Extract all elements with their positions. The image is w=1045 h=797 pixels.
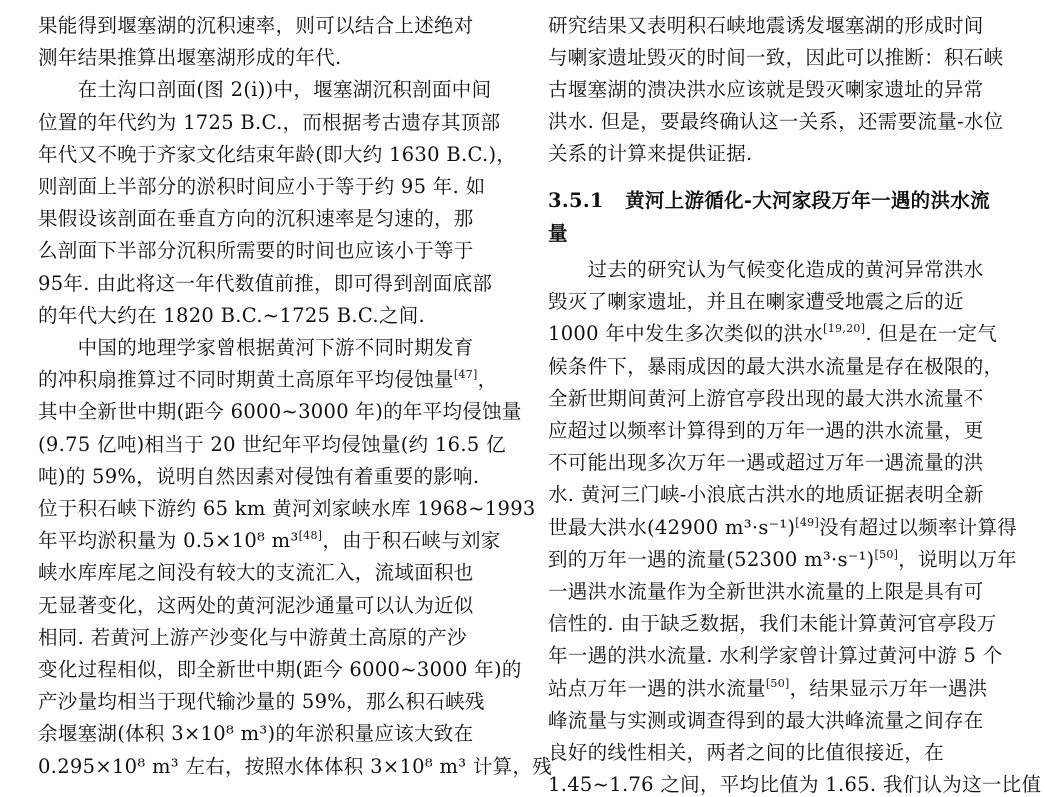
- paragraph-line: 其中全新世中期(距今 6000~3000 年)的年平均侵蚀量: [38, 400, 522, 424]
- paragraph-line: 水. 黄河三门峡-小浪底古洪水的地质证据表明全新: [548, 483, 984, 507]
- paragraph-line: 峰流量与实测或调查得到的最大洪峰流量之间存在: [548, 708, 984, 732]
- paragraph-line: 无显著变化，这两处的黄河泥沙通量可以认为近似: [38, 593, 474, 617]
- citation: [47]: [453, 368, 478, 382]
- paragraph-line: 古堰塞湖的溃决洪水应该就是毁灭喇家遗址的异常: [548, 78, 984, 101]
- paragraph-line: 关系的计算来提供证据.: [548, 142, 753, 165]
- paragraph-line: 的年代大约在 1820 B.C.~1725 B.C.之间.: [38, 303, 425, 327]
- paragraph-line: 洪水. 但是，要最终确认这一关系，还需要流量-水位: [548, 110, 1004, 133]
- paragraph-line: 95年. 由此将这一年代数值前推，即可得到剖面底部: [38, 271, 493, 295]
- paragraph-line: 年代又不晚于齐家文化结束年龄(即大约 1630 B.C.)，: [38, 142, 517, 166]
- paragraph-line: 吨)的 59%，说明自然因素对侵蚀有着重要的影响.: [38, 464, 480, 488]
- citation: [50]: [874, 547, 899, 561]
- section-heading: [548, 185, 990, 213]
- paragraph-line: 在土沟口剖面(图 2(i))中，堰塞湖沉积剖面中间: [38, 78, 492, 102]
- paragraph-line: 中国的地理学家曾根据黄河下游不同时期发育: [38, 336, 474, 359]
- paragraph-line: 么剖面下半部分沉积所需要的时间也应该小于等于: [38, 239, 474, 263]
- paragraph-line: 年一遇的洪水流量. 水利学家曾计算过黄河中游 5 个: [548, 644, 1003, 668]
- paragraph-line: 位于积石峡下游约 65 km 黄河刘家峡水库 1968~1993: [38, 497, 536, 520]
- paragraph-line: 余堰塞湖(体积 3×10⁸ m³)的年淤积量应该大致在: [38, 722, 474, 746]
- paragraph-line: 应超过以频率计算得到的万年一遇的洪水流量，更: [548, 419, 984, 442]
- paragraph-line: 相同. 若黄河上游产沙变化与中游黄土高原的产沙: [38, 625, 467, 649]
- paragraph-line: 信性的. 由于缺乏数据，我们未能计算黄河官亭段万: [548, 612, 997, 636]
- paragraph-line: 的冲积扇推算过不同时期黄土高原年平均侵蚀量[47]，: [38, 368, 498, 392]
- paragraph-line: 过去的研究认为气候变化造成的黄河异常洪水: [548, 258, 984, 281]
- paragraph-line: 1000 年中发生多次类似的洪水[19,20]. 但是在一定气: [548, 322, 998, 346]
- paragraph-line: 峡水库库尾之间没有较大的支流汇入，流域面积也: [38, 561, 474, 585]
- paragraph-line: 位置的年代约为 1725 B.C.，而根据考古遗存其顶部: [38, 110, 501, 134]
- paragraph-line: 与喇家遗址毁灭的时间一致，因此可以推断：积石峡: [548, 46, 1004, 69]
- paragraph-line: 1.45~1.76 之间，平均比值为 1.65. 我们认为这一比值: [548, 773, 1042, 797]
- paragraph-line: 候条件下，暴雨成因的最大洪水流量是存在极限的，: [548, 354, 1004, 378]
- paragraph-line: (9.75 亿吨)相当于 20 世纪年平均侵蚀量(约 16.5 亿: [38, 432, 506, 456]
- paragraph-line: 全新世期间黄河上游官亭段出现的最大洪水流量不: [548, 386, 984, 410]
- paragraph-line: 果假设该剖面在垂直方向的沉积速率是匀速的，那: [38, 207, 474, 231]
- citation: [19,20]: [823, 322, 866, 336]
- citation: [50]: [765, 676, 790, 690]
- paragraph-line: 年平均淤积量为 0.5×10⁸ m³[48]，由于积石峡与刘家: [38, 529, 501, 553]
- section-number: 3.5.1: [548, 189, 604, 212]
- paragraph-line: 产沙量均相当于现代输沙量的 59%，那么积石峡残: [38, 690, 485, 714]
- section-title: 黄河上游循化-大河家段万年一遇的洪水流: [625, 189, 990, 212]
- paragraph-line: 毁灭了喇家遗址，并且在喇家遭受地震之后的近: [548, 290, 964, 314]
- citation: [49]: [795, 515, 820, 529]
- paragraph-line: 则剖面上半部分的淤积时间应小于等于约 95 年. 如: [38, 175, 486, 198]
- section-title-cont: 量: [548, 222, 568, 245]
- paragraph-line: 到的万年一遇的流量(52300 m³·s⁻¹)[50]，说明以万年: [548, 547, 1018, 571]
- paragraph-line: 世最大洪水(42900 m³·s⁻¹)[49]没有超过以频率计算得: [548, 515, 1018, 539]
- paragraph-line: 良好的线性相关，两者之间的比值很接近，在: [548, 741, 945, 764]
- paragraph-line: 不可能出现多次万年一遇或超过万年一遇流量的洪: [548, 451, 984, 475]
- paragraph-line: 研究结果又表明积石峡地震诱发堰塞湖的形成时间: [548, 14, 984, 37]
- paragraph-line: 一遇洪水流量作为全新世洪水流量的上限是具有可: [548, 580, 984, 603]
- paragraph-line: 0.295×10⁸ m³ 左右，按照水体体积 3×10⁸ m³ 计算，残: [38, 754, 553, 778]
- paragraph-line: 变化过程相似，即全新世中期(距今 6000~3000 年)的: [38, 658, 522, 681]
- citation: [48]: [298, 529, 323, 543]
- paragraph-line: 测年结果推算出堰塞湖形成的年代.: [38, 46, 342, 70]
- paragraph-line: 站点万年一遇的洪水流量[50]，结果显示万年一遇洪: [548, 676, 988, 700]
- paragraph-line: 果能得到堰塞湖的沉积速率，则可以结合上述绝对: [38, 14, 474, 37]
